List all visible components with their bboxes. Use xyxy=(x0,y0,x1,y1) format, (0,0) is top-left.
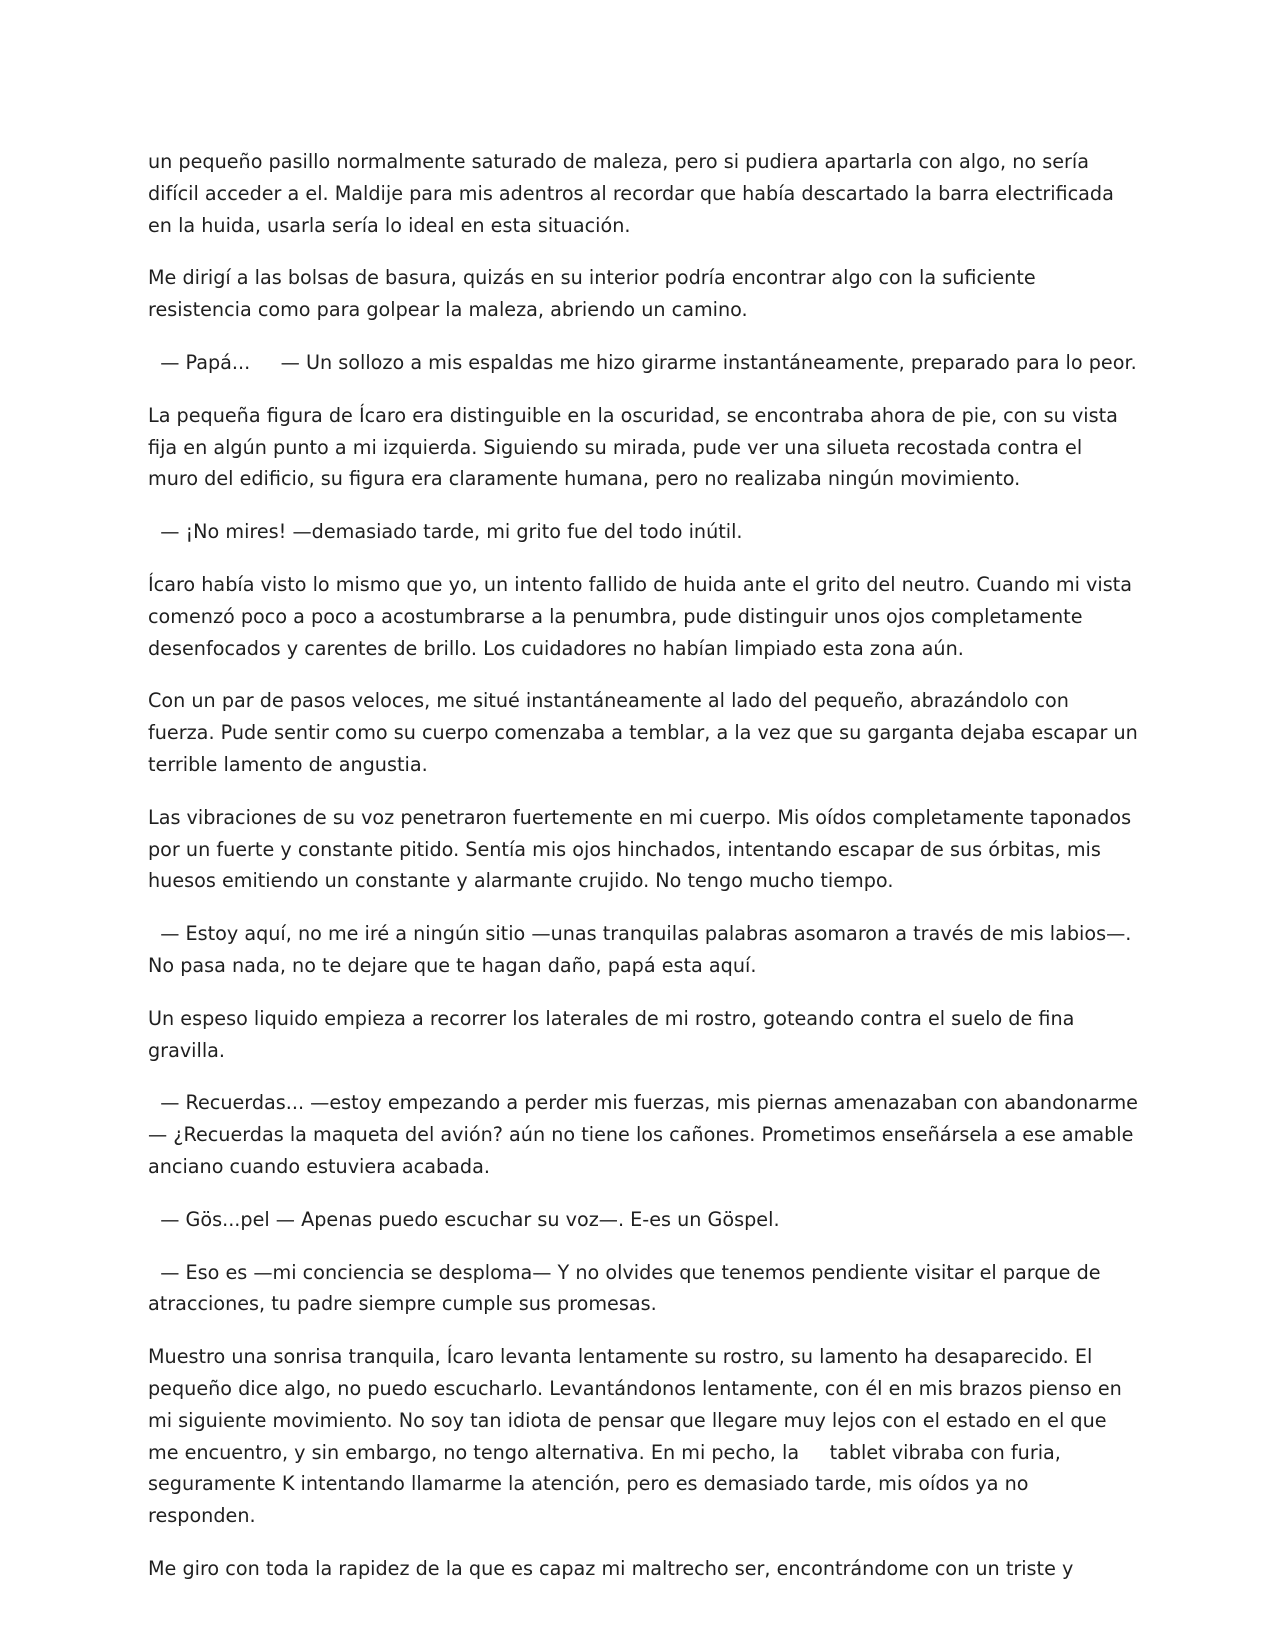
document-body xyxy=(148,146,1144,1606)
dialogue-line: — Recuerdas... —estoy empezando a perder mis fuerzas, mis piernas amenazaban con abandonarme— ¿Recuerdas la maqueta del avión? aún no tiene los cañones. Prometimos enseñársela a ese amable anciano cuando estuviera acabada. xyxy=(148,1091,1140,1178)
dialogue-line: — Gös...pel — Apenas puedo escuchar su voz—. E-es un Göspel. xyxy=(148,1207,780,1231)
dialogue-line: — Papá... — Un sollozo a mis espaldas me hizo girarme instantáneamente, preparado para lo peor. xyxy=(148,350,1137,374)
paragraph: Las vibraciones de su voz penetraron fuertemente en mi cuerpo. Mis oídos completamente taponados por un fuerte y constante pitido. Sentía mis ojos hinchados, intentando escapar de sus órbitas, mis huesos emitiendo un constante y alarmante crujido. No tengo mucho tiempo. xyxy=(148,805,1138,893)
paragraph: Un espeso liquido empieza a recorrer los laterales de mi rostro, goteando contra el suelo de fina gravilla. xyxy=(148,1006,1081,1062)
dialogue-line: — ¡No mires! —demasiado tarde, mi grito fue del todo inútil. xyxy=(148,520,743,544)
paragraph: La pequeña figura de Ícaro era distinguible en la oscuridad, se encontraba ahora de pie, con su vista fija en algún punto a mi izquierda. Siguiendo su mirada, pude ver una silueta recostada contra el muro del edificio, su figura era claramente humana, pero no realizaba ningún movimiento. xyxy=(148,403,1125,491)
paragraph: Me dirigí a las bolsas de basura, quizás en su interior podría encontrar algo con la suficiente resistencia como para golpear la maleza, abriendo un camino. xyxy=(148,266,1042,322)
dialogue-line: — Eso es —mi conciencia se desploma— Y no olvides que tenemos pendiente visitar el parque de atracciones, tu padre siempre cumple sus promesas. xyxy=(148,1260,1107,1316)
paragraph: Ícaro había visto lo mismo que yo, un intento fallido de huida ante el grito del neutro. Cuando mi vista comenzó poco a poco a acostumbrarse a la penumbra, pude distinguir unos ojos completamente desenfocados y carentes de brillo. Los cuidadores no habían limpiado esta zona aún. xyxy=(148,572,1139,660)
dialogue-line: — Estoy aquí, no me iré a ningún sitio —unas tranquilas palabras asomaron a través de mis labios—. No pasa nada, no te dejare que te hagan daño, papá esta aquí. xyxy=(148,922,1138,977)
paragraph: Muestro una sonrisa tranquila, Ícaro levanta lentamente su rostro, su lamento ha desaparecido. El pequeño dice algo, no puedo escucharlo. Levantándonos lentamente, con él en mis brazos pienso en mi siguiente movimiento. No soy tan idiota de pensar que llegare muy lejos con el estado en el que me encuentro, y sin embargo, no tengo alternativa. En mi pecho, la tablet vibraba con furia, seguramente K intentando llamarme la atención, pero es demasiado tarde, mis oídos ya no responden. xyxy=(148,1345,1128,1528)
paragraph: un pequeño pasillo normalmente saturado de maleza, pero si pudiera apartarla con algo, no sería difícil acceder a el. Maldije para mis adentros al recordar que había descartado la barra electrificada en la huida, usarla sería lo ideal en esta situación. xyxy=(148,150,1120,237)
paragraph: Con un par de pasos veloces, me situé instantáneamente al lado del pequeño, abrazándolo con fuerza. Pude sentir como su cuerpo comenzaba a temblar, a la vez que su garganta dejaba escapar un terrible lamento de angustia. xyxy=(148,689,1144,776)
paragraph: Me giro con toda la rapidez de la que es capaz mi maltrecho ser, encontrándome con un triste y xyxy=(148,1556,1074,1580)
